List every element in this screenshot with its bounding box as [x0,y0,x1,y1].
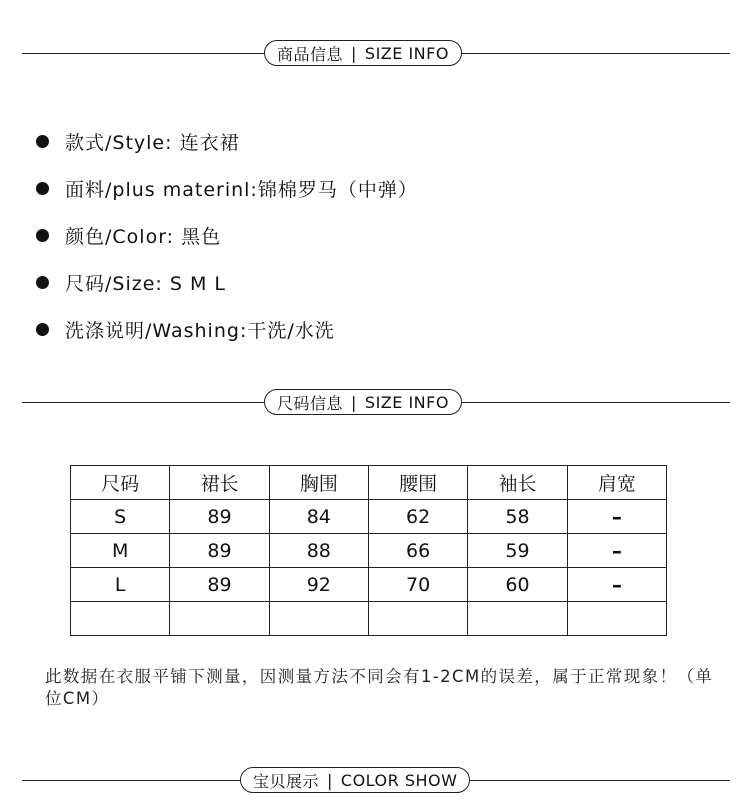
table-cell: 88 [269,534,368,568]
info-item-color [36,212,418,259]
header-title-en: SIZE INFO [364,392,449,412]
bullet-icon [36,323,49,336]
col-header-size: 尺码 [71,466,170,500]
size-info-header [22,389,730,417]
header-separator: | [351,392,357,412]
table-cell: 89 [170,534,269,568]
table-cell: M [71,534,170,568]
col-header-dress-length: 裙长 [170,466,269,500]
table-cell [567,602,666,636]
product-info-header [22,40,730,68]
col-header-sleeve: 袖长 [468,466,567,500]
header-title-cn: 宝贝展示 [253,771,320,791]
table-cell: 84 [269,500,368,534]
bullet-icon [36,229,49,242]
header-separator: | [351,43,357,63]
table-row-empty [71,602,667,636]
table-row [71,534,667,568]
size-info-header-pill [264,389,462,415]
product-info-header-pill [264,40,462,66]
col-header-waist: 腰围 [368,466,467,500]
table-cell: S [71,500,170,534]
table-row [71,568,667,602]
color-show-header [22,767,730,795]
info-item-style [36,118,418,165]
table-cell: 70 [368,568,467,602]
col-header-bust: 胸围 [269,466,368,500]
table-cell [368,602,467,636]
col-header-shoulder: 肩宽 [567,466,666,500]
header-title-cn: 商品信息 [277,44,344,64]
table-cell: 60 [468,568,567,602]
info-item-text: 款式/Style: 连衣裙 [65,132,240,154]
table-cell: – [567,568,666,602]
product-info-list [36,118,418,353]
table-cell: 92 [269,568,368,602]
table-row [71,500,667,534]
table-cell [170,602,269,636]
info-item-text: 洗涤说明/Washing:干洗/水洗 [65,320,335,342]
table-cell: 89 [170,568,269,602]
table-header-row [71,466,667,500]
table-cell [71,602,170,636]
table-cell: – [567,500,666,534]
header-separator: | [327,770,333,790]
size-table [70,465,667,636]
bullet-icon [36,135,49,148]
table-cell: L [71,568,170,602]
header-title-cn: 尺码信息 [277,393,344,413]
table-cell: 62 [368,500,467,534]
table-cell [468,602,567,636]
color-show-header-pill [240,767,470,793]
table-cell: – [567,534,666,568]
info-item-text: 面料/plus materinl:锦棉罗马（中弹） [65,179,418,201]
info-item-text: 颜色/Color: 黑色 [65,226,222,248]
table-cell: 58 [468,500,567,534]
info-item-washing [36,306,418,353]
header-title-en: SIZE INFO [364,43,449,63]
header-title-en: COLOR SHOW [340,770,458,790]
info-item-fabric [36,165,418,212]
measurement-note: 此数据在衣服平铺下测量，因测量方法不同会有1-2CM的误差，属于正常现象！（单位CM） [45,667,714,708]
table-cell: 66 [368,534,467,568]
info-item-text: 尺码/Size: S M L [65,273,226,295]
bullet-icon [36,182,49,195]
table-cell: 89 [170,500,269,534]
table-cell: 59 [468,534,567,568]
bullet-icon [36,276,49,289]
info-item-size [36,259,418,306]
table-cell [269,602,368,636]
